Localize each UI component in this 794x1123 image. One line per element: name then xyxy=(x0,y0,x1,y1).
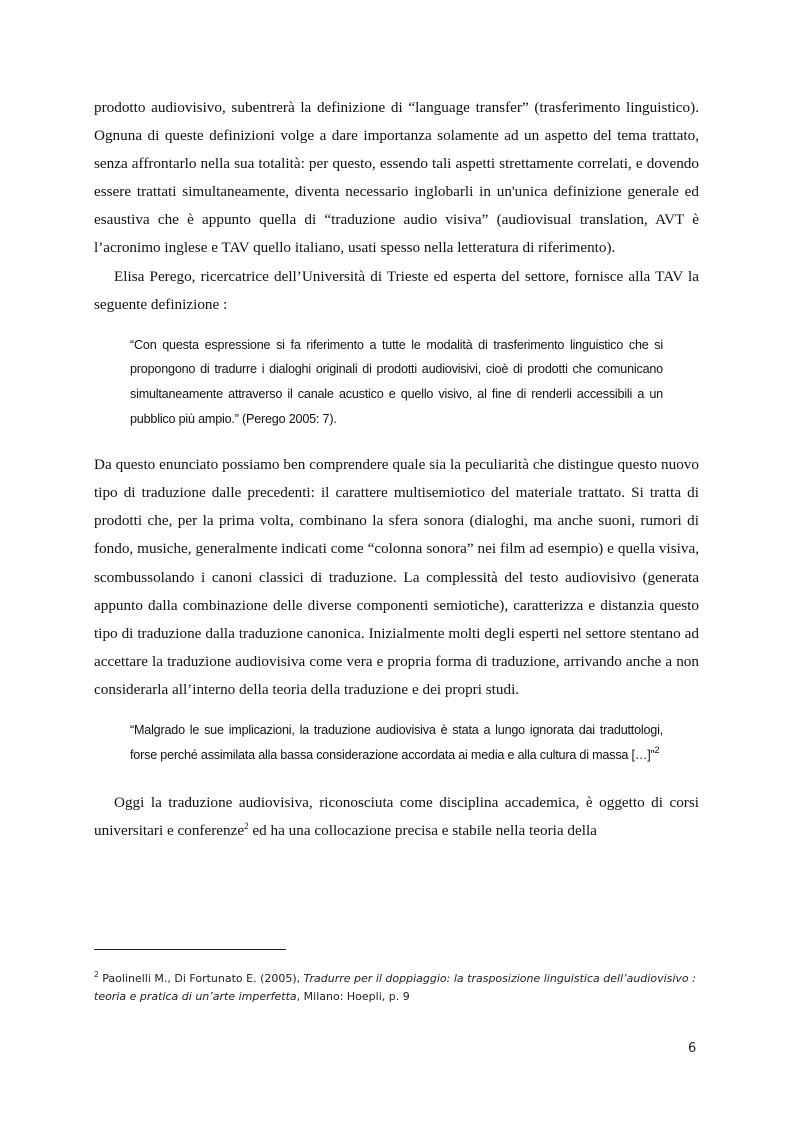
paragraph-1: prodotto audiovisivo, subentrerà la definizione di “language transfer” (trasferimento linguistico). Ognuna di queste definizioni volge a dare importanza solamente ad un aspetto del tema trattato, senza affrontarlo nella sua totalità: per questo, essendo tali aspetti strettamente correlati, e dovendo essere trattati simultaneamente, diventa necessario inglobarli in un'unica definizione generale ed esaustiva che è appunto quella di “traduzione audio visiva” (audiovisual translation, AVT è l’acronimo inglese e TAV quello italiano, usati spesso nella letteratura di riferimento). xyxy=(94,99,699,257)
footnote-separator xyxy=(94,949,286,950)
page-number: 6 xyxy=(688,1041,697,1056)
block-quote-2-text: “Malgrado le sue implicazioni, la traduzione audiovisiva è stata a lungo ignorata dai traduttologi, forse perché assimilata alla bassa considerazione accordata ai media e alla cultura di massa […]” xyxy=(130,722,663,762)
block-quote-2 xyxy=(130,718,663,767)
footnote xyxy=(94,970,699,1006)
footnote-number: 2 xyxy=(94,970,99,979)
block-quote-1: “Con questa espressione si fa riferimento a tutte le modalità di trasferimento linguistico che si propongono di tradurre i dialoghi originali di prodotti audiovisivi, cioè di prodotti che comunicano simultaneamente attraverso il canale acustico e quello visivo, al fine di renderli accessibili a un pubblico più ampio.” (Perego 2005: 7). xyxy=(130,337,663,426)
paragraph-2: Elisa Perego, ricercatrice dell’Università di Trieste ed esperta del settore, fornisce alla TAV la seguente definizione : xyxy=(94,267,699,313)
paragraph-3: Da questo enunciato possiamo ben comprendere quale sia la peculiarità che distingue questo nuovo tipo di traduzione dalle precedenti: il carattere multisemiotico del materiale trattato. Si tratta di prodotti che, per la prima volta, combinano la sfera sonora (dialoghi, ma anche suoni, rumori di fondo, musiche, generalmente indicati come “colonna sonora” nei film ad esempio) e quella visiva, scombussolando i canoni classici di traduzione. La complessità del testo audiovisivo (generata appunto dalla combinazione delle diverse componenti semiotiche), caratterizza e distanzia questo tipo di traduzione dalla traduzione canonica. Inizialmente molti degli esperti nel settore stentano ad accettare la traduzione audiovisiva come vera e propria forma di traduzione, arrivando anche a non considerarla all’interno della teoria della traduzione e dei propri studi. xyxy=(94,456,699,698)
footnote-title: Tradurre per il doppiaggio: la trasposizione linguistica dell’audiovisivo : teoria e pratica di un’arte imperfetta xyxy=(94,972,696,1003)
paragraph-4 xyxy=(94,789,699,845)
footnote-publisher: , Milano: Hoepli, p. 9 xyxy=(296,990,410,1003)
footnote-ref-quote: 2 xyxy=(654,744,660,755)
paragraph-4-part-b: ed ha una collocazione precisa e stabile nella teoria della xyxy=(248,822,597,840)
page-body xyxy=(94,94,699,845)
footnote-authors: Paolinelli M., Di Fortunato E. (2005), xyxy=(98,972,304,985)
footnote-ref-conferenze: 2 xyxy=(244,821,249,832)
paragraph-4-part-a: Oggi la traduzione audiovisiva, riconosciuta come disciplina accademica, è oggetto di corsi universitari e conferenze xyxy=(94,794,699,840)
